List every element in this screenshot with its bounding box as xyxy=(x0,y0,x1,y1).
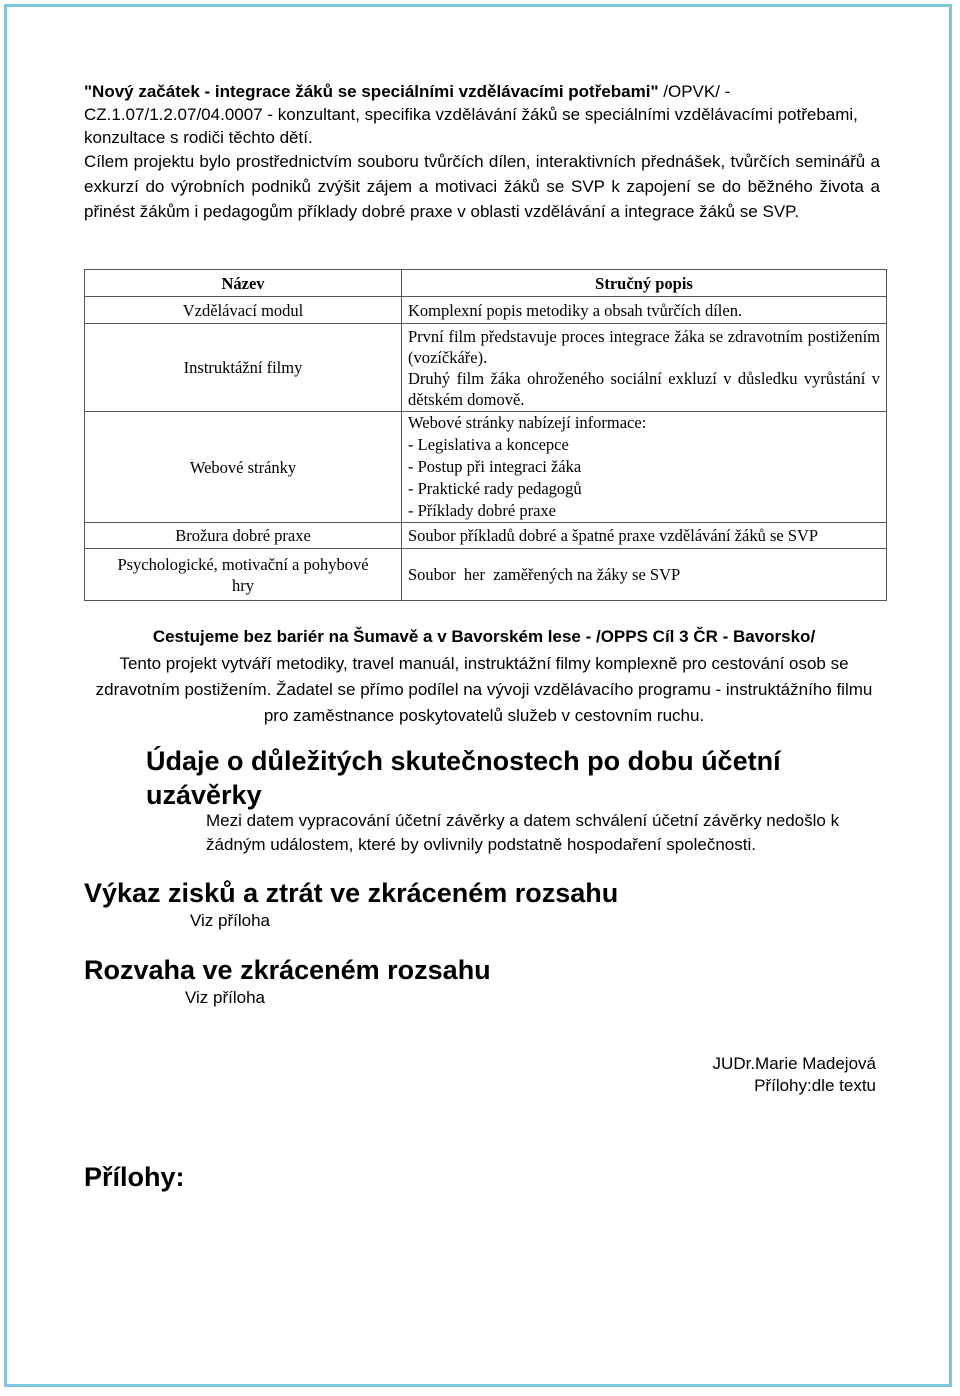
rozvaha-heading: Rozvaha ve zkráceném rozsahu xyxy=(84,955,491,985)
project-title xyxy=(84,80,884,149)
project-title-bold: "Nový začátek - integrace žáků se speciálními vzdělávacími potřebami" xyxy=(84,82,659,101)
desc-line: První film představuje proces integrace žáka se zdravotním postižením (vozíčkáře). xyxy=(408,326,880,367)
desc-line: - Příklady dobré praxe xyxy=(408,501,556,520)
desc-line: Druhý film žáka ohroženého sociální exkluzí v důsledku vyrůstání v dětském domově. xyxy=(408,368,880,409)
modules-table xyxy=(84,269,887,601)
desc-line: - Praktické rady pedagogů xyxy=(408,479,582,498)
desc-line: - Legislativa a koncepce xyxy=(408,435,569,454)
cestujeme-body: Tento projekt vytváří metodiky, travel manuál, instruktážní filmy komplexně pro cestování osob se zdravotním postižením. Žadatel se přímo podílel na vývoji vzdělávacího programu - instruktážního filmu pro zaměstnance poskytovatelů služeb v cestovním ruchu. xyxy=(95,654,873,725)
vykaz-heading: Výkaz zisků a ztrát ve zkráceném rozsahu xyxy=(84,878,619,908)
row-desc xyxy=(402,549,887,601)
row-desc xyxy=(402,297,887,324)
table-row xyxy=(85,549,887,601)
header-desc: Stručný popis xyxy=(402,270,887,297)
header-name: Název xyxy=(85,270,402,297)
rozvaha-note: Viz příloha xyxy=(185,988,266,1007)
row-name: Webové stránky xyxy=(85,412,402,523)
udaje-heading xyxy=(84,744,884,812)
project-description: Cílem projektu bylo prostřednictvím souboru tvůrčích dílen, interaktivních přednášek, tvůrčích seminářů a exkurzí do výrobních podniků zvýšit zájem a motivaci žáků se SVP k zapojení se do běžného života a přinést žákům i pedagogům příklady dobré praxe v oblasti vzdělávání a integrace žáků se SVP. xyxy=(84,152,880,221)
table-row xyxy=(85,324,887,412)
row-name: Psychologické, motivační a pohybové hry xyxy=(85,549,402,601)
udaje-body-text: Mezi datem vypracování účetní závěrky a datem schválení účetní závěrky nedošlo k žádným událostem, které by ovlivnily podstatně hospodaření společnosti. xyxy=(206,811,840,854)
project-title-rest: /OPVK/ - CZ.1.07/1.2.07/04.0007 - konzultant, specifika vzdělávání žáků se speciálními vzdělávacími potřebami, konzultace s rodiči těchto dětí. xyxy=(84,82,858,147)
desc-line: Webové stránky nabízejí informace: xyxy=(408,413,647,432)
table-row xyxy=(85,412,887,523)
signature-name: JUDr.Marie Madejová xyxy=(712,1054,876,1073)
signature-block xyxy=(713,1053,876,1097)
prilohy-heading: Přílohy: xyxy=(84,1162,185,1192)
row-name: Brožura dobré praxe xyxy=(85,523,402,549)
row-desc xyxy=(402,412,887,523)
signature-attachments: Přílohy:dle textu xyxy=(754,1076,876,1095)
desc-line: Komplexní popis metodiky a obsah tvůrčích dílen. xyxy=(408,300,743,320)
cestujeme-title: Cestujeme bez bariér na Šumavě a v Bavorském lese - /OPPS Cíl 3 ČR - Bavorsko/ xyxy=(152,627,816,646)
desc-line: Soubor příkladů dobré a špatné praxe vzdělávání žáků se SVP xyxy=(408,526,819,545)
row-name: Instruktážní filmy xyxy=(85,324,402,412)
row-desc xyxy=(402,324,887,412)
row-desc xyxy=(402,523,887,549)
udaje-body xyxy=(84,809,874,857)
table-row xyxy=(85,297,887,324)
row-name: Vzdělávací modul xyxy=(85,297,402,324)
udaje-heading-text: Údaje o důležitých skutečnostech po dobu účetní uzávěrky xyxy=(146,746,781,810)
table-row xyxy=(85,523,887,549)
desc-line: - Postup při integraci žáka xyxy=(408,457,582,476)
vykaz-note: Viz příloha xyxy=(190,911,271,930)
desc-line: Soubor her zaměřených na žáky se SVP xyxy=(408,565,681,584)
table-header-row xyxy=(85,270,887,297)
